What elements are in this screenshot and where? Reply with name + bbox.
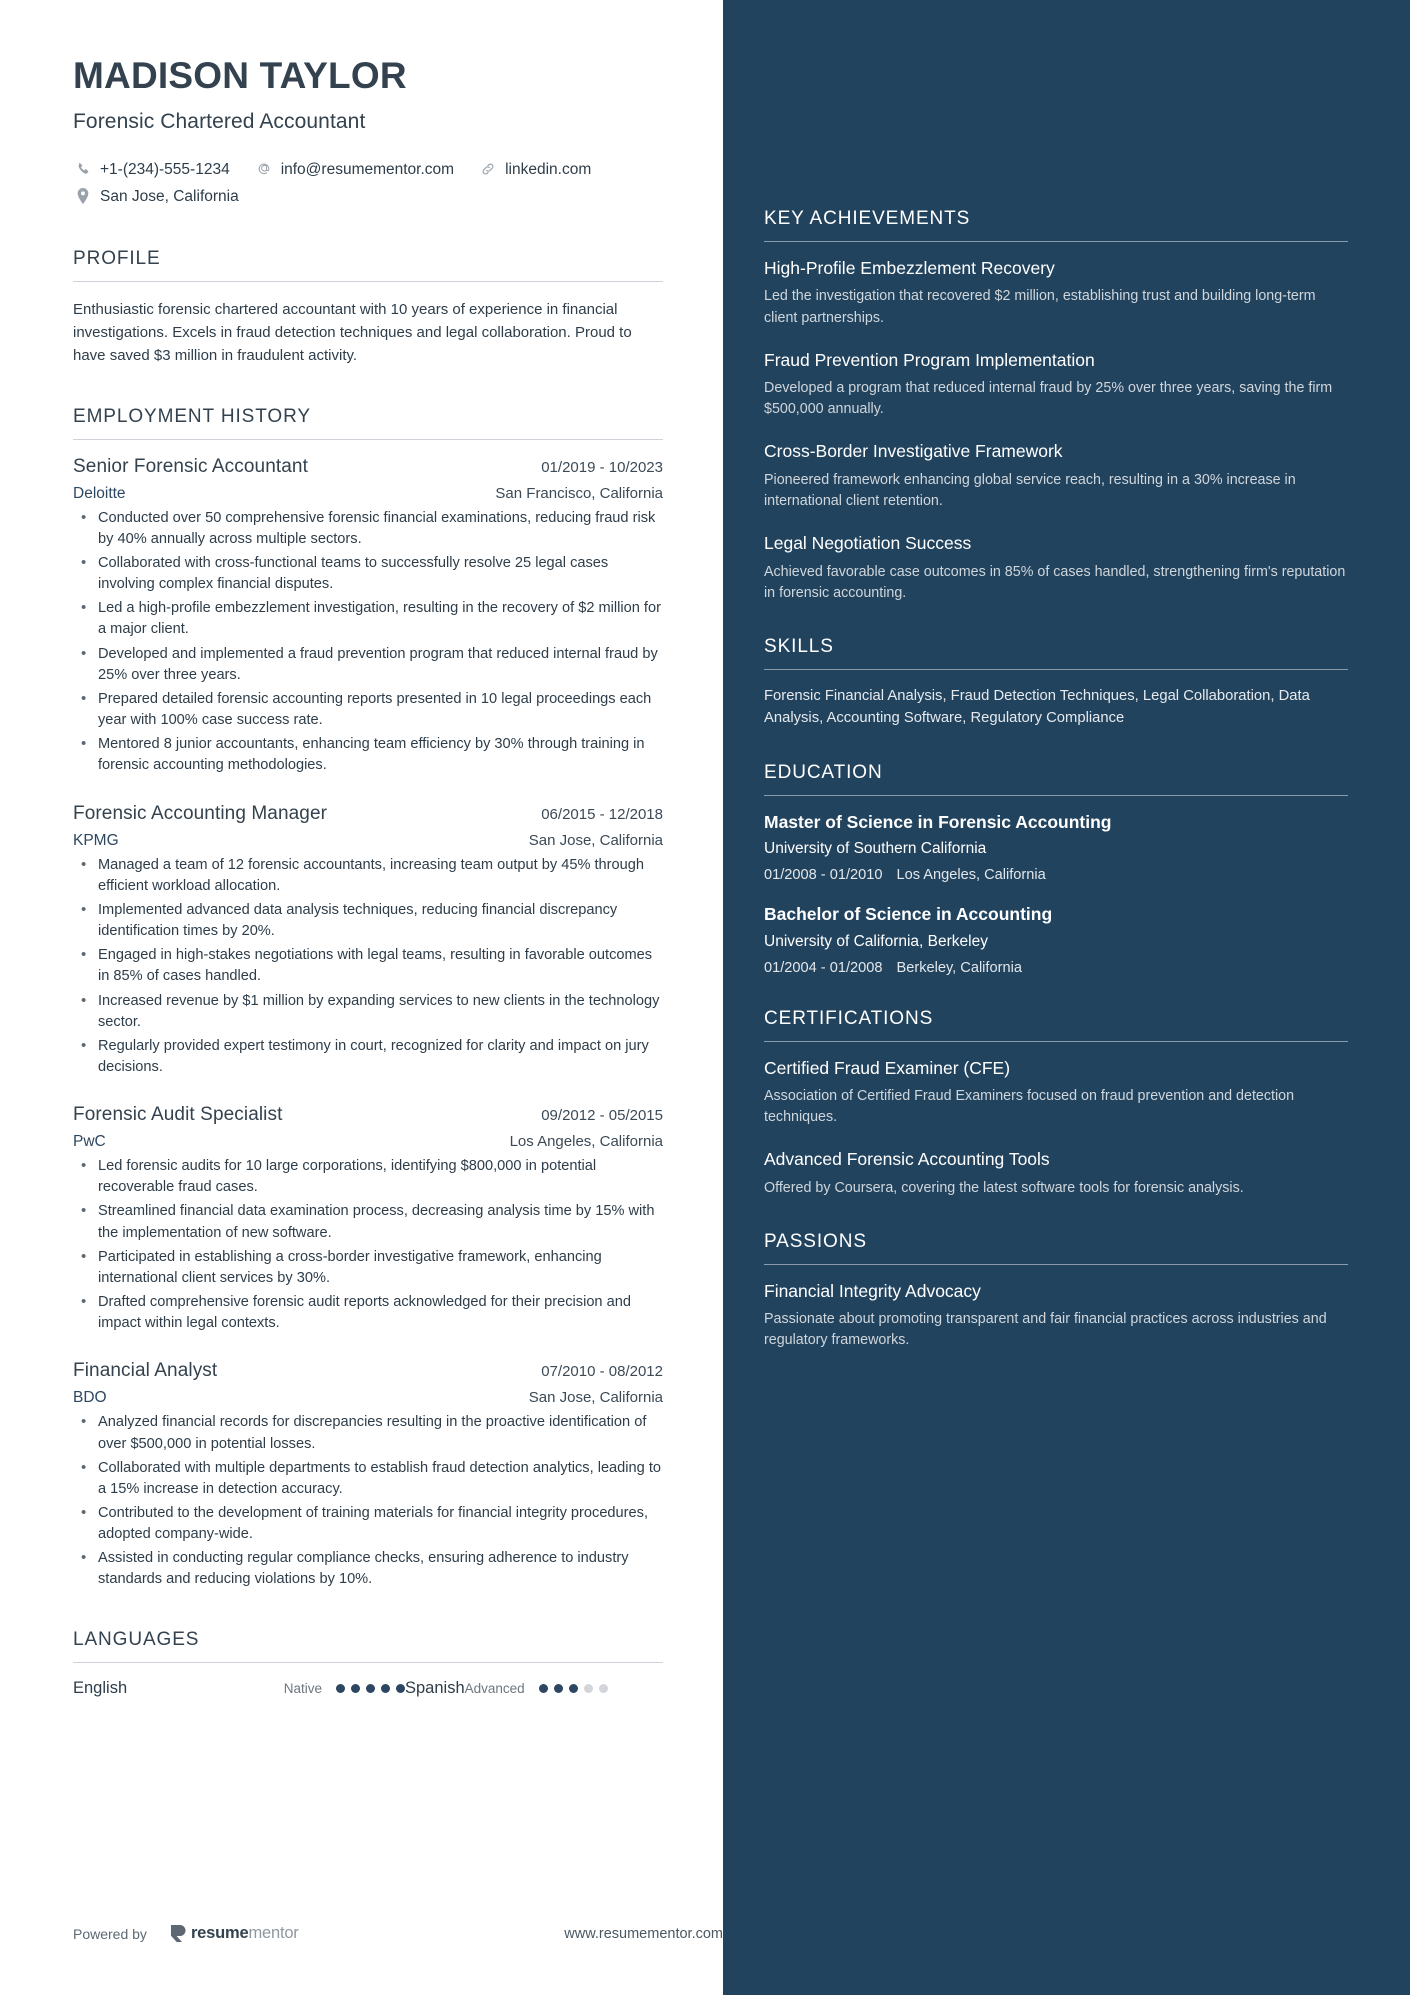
languages-row	[73, 1679, 663, 1698]
sidebar-item-desc: Led the investigation that recovered $2 million, establishing trust and building long-term client partnerships.	[764, 288, 1316, 326]
job-entry	[73, 456, 663, 777]
passions-list	[764, 1280, 1348, 1352]
job-role: Financial Analyst	[73, 1360, 218, 1382]
sidebar-item	[764, 532, 1348, 604]
contact-text: linkedin.com	[505, 160, 592, 178]
language-level: Native	[283, 1680, 322, 1696]
job-bullet: • Managed a team of 12 forensic accountants, increasing team output by 45% through efficient workload allocation.	[73, 855, 663, 897]
sidebar-item-desc: Passionate about promoting transparent and fair financial practices across industries and regulatory frameworks.	[764, 1311, 1327, 1349]
language-item	[405, 1679, 608, 1698]
language-dot	[539, 1684, 548, 1693]
job-bullet: • Assisted in conducting regular compliance checks, ensuring adherence to industry standards and reducing violations by 10%.	[73, 1548, 663, 1590]
education-degree: Bachelor of Science in Accounting	[764, 904, 1053, 925]
language-rating	[539, 1684, 608, 1693]
sidebar-item-title: Advanced Forensic Accounting Tools	[764, 1149, 1050, 1170]
jobs-list	[73, 456, 663, 1591]
brand-light: mentor	[248, 1924, 299, 1942]
job-role: Forensic Audit Specialist	[73, 1104, 283, 1126]
job-bullet: • Contributed to the development of training materials for financial integrity procedures, adopted company-wide.	[73, 1503, 663, 1545]
job-bullet: • Increased revenue by $1 million by expanding services to new clients in the technology sector.	[73, 991, 663, 1033]
contact-text: San Jose, California	[100, 187, 239, 205]
powered-by-block	[73, 1924, 299, 1943]
footer	[73, 1924, 723, 1995]
site-url: www.resumementor.com	[564, 1925, 723, 1942]
sidebar-column	[723, 0, 1410, 1995]
sidebar-item	[764, 349, 1348, 421]
sidebar-item-title: Legal Negotiation Success	[764, 533, 972, 554]
contact-item-location[interactable]	[73, 183, 663, 210]
language-item	[73, 1679, 405, 1698]
education-degree: Master of Science in Forensic Accounting	[764, 811, 1112, 832]
job-subheader	[73, 485, 663, 503]
passions-heading: PASSIONS	[764, 1230, 867, 1252]
job-location: San Jose, California	[528, 1389, 663, 1407]
job-bullet: • Engaged in high-stakes negotiations with legal teams, resulting in favorable outcomes in 85% of cases handled.	[73, 945, 663, 987]
job-subheader	[73, 1389, 663, 1407]
job-entry	[73, 803, 663, 1079]
education-meta	[764, 960, 1348, 976]
language-dot	[599, 1684, 608, 1693]
location-icon	[73, 186, 93, 206]
sidebar-item-title: Cross-Border Investigative Framework	[764, 441, 1063, 462]
header-block	[73, 56, 663, 210]
education-list	[764, 811, 1348, 976]
job-company: Deloitte	[73, 484, 126, 502]
email-icon	[254, 159, 274, 179]
language-dot	[569, 1684, 578, 1693]
education-location: Los Angeles, California	[896, 867, 1046, 884]
education-item	[764, 903, 1348, 975]
candidate-title: Forensic Chartered Accountant	[73, 109, 366, 133]
education-location: Berkeley, California	[896, 959, 1022, 976]
skills-text: Forensic Financial Analysis, Fraud Detection Techniques, Legal Collaboration, Data Analysis, Accounting Software, Regulatory Compliance	[764, 687, 1310, 727]
job-bullet-list	[73, 508, 663, 777]
job-header	[73, 1360, 663, 1382]
contact-row	[73, 156, 663, 210]
skills-section	[764, 636, 1348, 730]
sidebar-item-desc: Developed a program that reduced internal fraud by 25% over three years, saving the firm $500,000 annually.	[764, 380, 1333, 418]
job-subheader	[73, 1133, 663, 1151]
brand-wordmark	[191, 1924, 299, 1943]
sidebar-item-desc: Achieved favorable case outcomes in 85% of cases handled, strengthening firm's reputation in forensic accounting.	[764, 563, 1346, 601]
job-bullet: • Collaborated with cross-functional teams to successfully resolve 25 legal cases involving complex financial disputes.	[73, 553, 663, 595]
job-location: Los Angeles, California	[509, 1133, 663, 1151]
job-bullet: • Drafted comprehensive forensic audit reports acknowledged for their precision and impact within legal contexts.	[73, 1292, 663, 1334]
sidebar-item-desc: Pioneered framework enhancing global service reach, resulting in a 30% increase in international client retention.	[764, 471, 1296, 509]
profile-text: Enthusiastic forensic chartered accountant with 10 years of experience in financial investigations. Excels in fraud detection techniques and legal collaboration. Proud to have saved $3 million in fraudulent activity.	[73, 300, 632, 365]
divider	[73, 1662, 663, 1663]
education-item	[764, 811, 1348, 883]
education-meta	[764, 867, 1348, 883]
job-location: San Jose, California	[528, 831, 663, 849]
education-school: University of Southern California	[764, 840, 987, 858]
job-role: Senior Forensic Accountant	[73, 455, 308, 477]
education-dates: 01/2008 - 01/2010	[764, 867, 883, 884]
language-dot	[366, 1684, 375, 1693]
language-dot	[381, 1684, 390, 1693]
job-bullet: • Prepared detailed forensic accounting reports presented in 10 legal proceedings each year with 100% case success rate.	[73, 689, 663, 731]
sidebar-item-title: High-Profile Embezzlement Recovery	[764, 258, 1055, 278]
job-dates: 06/2015 - 12/2018	[541, 805, 663, 823]
education-school: University of California, Berkeley	[764, 932, 988, 950]
achievements-heading: KEY ACHIEVEMENTS	[764, 208, 971, 229]
sidebar-item-title: Certified Fraud Examiner (CFE)	[764, 1057, 1011, 1078]
divider	[764, 1041, 1348, 1042]
job-bullet-list	[73, 1412, 663, 1590]
sidebar-item-desc: Association of Certified Fraud Examiners focused on fraud prevention and detection techniques.	[764, 1087, 1295, 1126]
resumementor-logo	[171, 1924, 299, 1943]
contact-item-link[interactable]	[478, 156, 591, 183]
language-dot	[396, 1684, 405, 1693]
certifications-heading: CERTIFICATIONS	[764, 1007, 934, 1029]
job-subheader	[73, 832, 663, 850]
skills-heading: SKILLS	[764, 635, 834, 657]
language-dot	[336, 1684, 345, 1693]
certifications-list	[764, 1057, 1348, 1199]
candidate-name: MADISON TAYLOR	[73, 55, 407, 96]
contact-text: +1-(234)-555-1234	[100, 160, 230, 178]
language-name: Spanish	[405, 1678, 465, 1697]
job-bullet: • Developed and implemented a fraud prevention program that reduced internal fraud by 25% over three years.	[73, 644, 663, 686]
job-entry	[73, 1360, 663, 1590]
sidebar-item	[764, 1280, 1348, 1352]
job-header	[73, 1104, 663, 1126]
education-dates: 01/2004 - 01/2008	[764, 959, 883, 976]
job-bullet: • Led a high-profile embezzlement investigation, resulting in the recovery of $2 million for a major client.	[73, 598, 663, 640]
divider	[764, 1264, 1348, 1265]
contact-item-phone[interactable]	[73, 156, 230, 183]
job-bullet: • Streamlined financial data examination process, decreasing analysis time by 15% with the implementation of new software.	[73, 1201, 663, 1243]
language-level: Advanced	[464, 1680, 525, 1696]
language-dot	[584, 1684, 593, 1693]
powered-by-label: Powered by	[73, 1925, 147, 1942]
divider	[73, 439, 663, 440]
divider	[73, 281, 663, 282]
sidebar-item-title: Financial Integrity Advocacy	[764, 1280, 981, 1301]
contact-item-email[interactable]	[254, 156, 454, 183]
divider	[764, 669, 1348, 670]
language-dot	[351, 1684, 360, 1693]
divider	[764, 795, 1348, 796]
divider	[764, 241, 1348, 242]
contact-text: info@resumementor.com	[280, 160, 455, 178]
education-heading: EDUCATION	[764, 761, 883, 783]
sidebar-item	[764, 1148, 1348, 1199]
languages-heading: LANGUAGES	[73, 1628, 200, 1650]
job-role: Forensic Accounting Manager	[73, 802, 328, 824]
job-header	[73, 456, 663, 478]
achievements-section	[764, 208, 1348, 604]
job-location: San Francisco, California	[495, 484, 663, 502]
phone-icon	[73, 159, 93, 179]
job-bullet: • Analyzed financial records for discrepancies resulting in the proactive identification of over $500,000 in potential losses.	[73, 1412, 663, 1454]
language-rating	[336, 1684, 405, 1693]
job-bullet: • Led forensic audits for 10 large corporations, identifying $800,000 in potential recoverable fraud cases.	[73, 1156, 663, 1198]
job-dates: 01/2019 - 10/2023	[541, 458, 663, 476]
job-bullet-list	[73, 1156, 663, 1334]
brand-bold: resume	[190, 1924, 249, 1942]
job-bullet: • Mentored 8 junior accountants, enhancing team efficiency by 30% through training in forensic accounting methodologies.	[73, 734, 663, 776]
job-dates: 09/2012 - 05/2015	[541, 1107, 663, 1125]
job-dates: 07/2010 - 08/2012	[541, 1363, 663, 1381]
language-dot	[554, 1684, 563, 1693]
employment-heading: EMPLOYMENT HISTORY	[73, 405, 311, 427]
job-bullet: • Implemented advanced data analysis techniques, reducing financial discrepancy identification times by 20%.	[73, 900, 663, 942]
sidebar-item	[764, 440, 1348, 512]
passions-section	[764, 1231, 1348, 1352]
job-bullet: • Participated in establishing a cross-border investigative framework, enhancing international client services by 30%.	[73, 1247, 663, 1289]
job-bullet: • Regularly provided expert testimony in court, recognized for clarity and impact on jury decisions.	[73, 1036, 663, 1078]
job-bullet: • Collaborated with multiple departments to establish fraud detection analytics, leading to a 15% increase in detection accuracy.	[73, 1458, 663, 1500]
job-bullet-list	[73, 855, 663, 1079]
job-entry	[73, 1104, 663, 1334]
sidebar-item-desc: Offered by Coursera, covering the latest software tools for forensic analysis.	[764, 1179, 1244, 1196]
education-section	[764, 762, 1348, 976]
link-icon	[478, 159, 498, 179]
brand-glyph-icon	[171, 1924, 188, 1943]
certifications-section	[764, 1008, 1348, 1199]
achievements-list	[764, 257, 1348, 604]
employment-section	[73, 406, 663, 1591]
sidebar-item-title: Fraud Prevention Program Implementation	[764, 349, 1095, 370]
sidebar-item	[764, 257, 1348, 329]
job-company: BDO	[73, 1389, 107, 1407]
job-bullet: • Conducted over 50 comprehensive forensic financial examinations, reducing fraud risk by 40% annually across multiple sectors.	[73, 508, 663, 550]
profile-section	[73, 248, 663, 368]
profile-heading: PROFILE	[73, 247, 161, 269]
job-company: KPMG	[73, 831, 119, 849]
language-name: English	[73, 1678, 128, 1697]
sidebar-item	[764, 1057, 1348, 1129]
languages-section	[73, 1629, 663, 1698]
job-company: PwC	[73, 1133, 106, 1151]
job-header	[73, 803, 663, 825]
